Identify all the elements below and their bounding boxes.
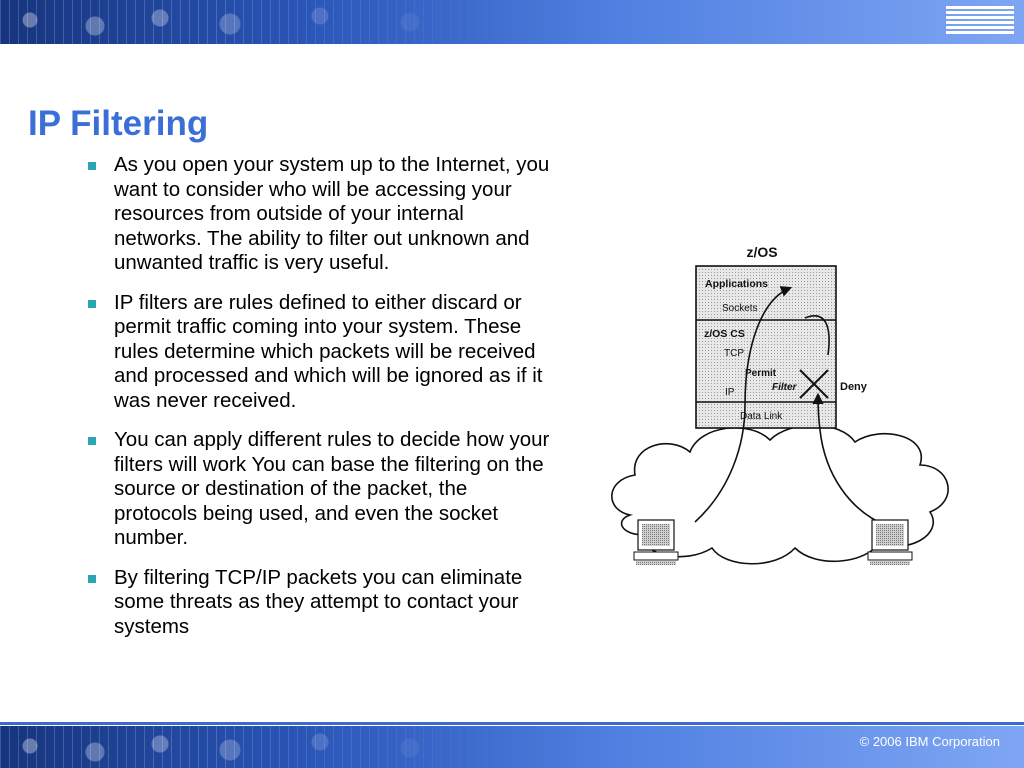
applications-label: Applications bbox=[705, 278, 769, 290]
bullet-text: As you open your system up to the Internet, you want to consider who will be accessing your resources from outside of your internal networks. The ability to filter out unknown and unwanted traffic is very useful. bbox=[114, 153, 550, 274]
filter-label: Filter bbox=[772, 382, 797, 393]
copyright-text: © 2006 IBM Corporation bbox=[859, 734, 1000, 749]
ip-filter-diagram bbox=[600, 230, 1020, 590]
bullet-text: IP filters are rules defined to either discard or permit traffic coming into your system. These rules determine which packets will be received and processed and which will be ignored as if it was never received. bbox=[114, 290, 543, 412]
bullet-marker bbox=[88, 437, 96, 445]
bullet-list bbox=[88, 153, 550, 654]
permit-label: Permit bbox=[745, 368, 777, 379]
bullet-marker bbox=[88, 575, 96, 583]
sockets-label: Sockets bbox=[722, 303, 758, 314]
bullet-marker bbox=[88, 300, 96, 308]
bullet-item bbox=[88, 566, 550, 640]
data-link-label: Data Link bbox=[740, 411, 783, 422]
ip-label: IP bbox=[725, 387, 735, 398]
zos-cs-label: z/OS CS bbox=[704, 328, 745, 340]
tcp-label: TCP bbox=[724, 348, 744, 359]
bullet-item bbox=[88, 153, 550, 276]
ibm-logo-text bbox=[946, 6, 1014, 36]
header-pattern bbox=[0, 0, 520, 44]
bullet-text: You can apply different rules to decide how your filters will work You can base the filtering on the source or destination of the packet, the protocols being used, and even the socket number. bbox=[114, 428, 550, 549]
footer-divider bbox=[0, 722, 1024, 725]
deny-label: Deny bbox=[840, 381, 867, 393]
header-band bbox=[0, 0, 1024, 44]
right-workstation-icon bbox=[868, 520, 912, 565]
bullet-marker bbox=[88, 162, 96, 170]
slide-title: IP Filtering bbox=[28, 104, 209, 143]
zos-stack bbox=[696, 266, 836, 428]
ibm-logo bbox=[946, 6, 1014, 36]
left-workstation-icon bbox=[634, 520, 678, 565]
bullet-item bbox=[88, 291, 550, 414]
zos-title: z/OS bbox=[746, 244, 778, 260]
bullet-text: By filtering TCP/IP packets you can eliminate some threats as they attempt to contact your systems bbox=[114, 565, 523, 638]
footer-pattern bbox=[0, 726, 520, 768]
bullet-item bbox=[88, 428, 550, 551]
